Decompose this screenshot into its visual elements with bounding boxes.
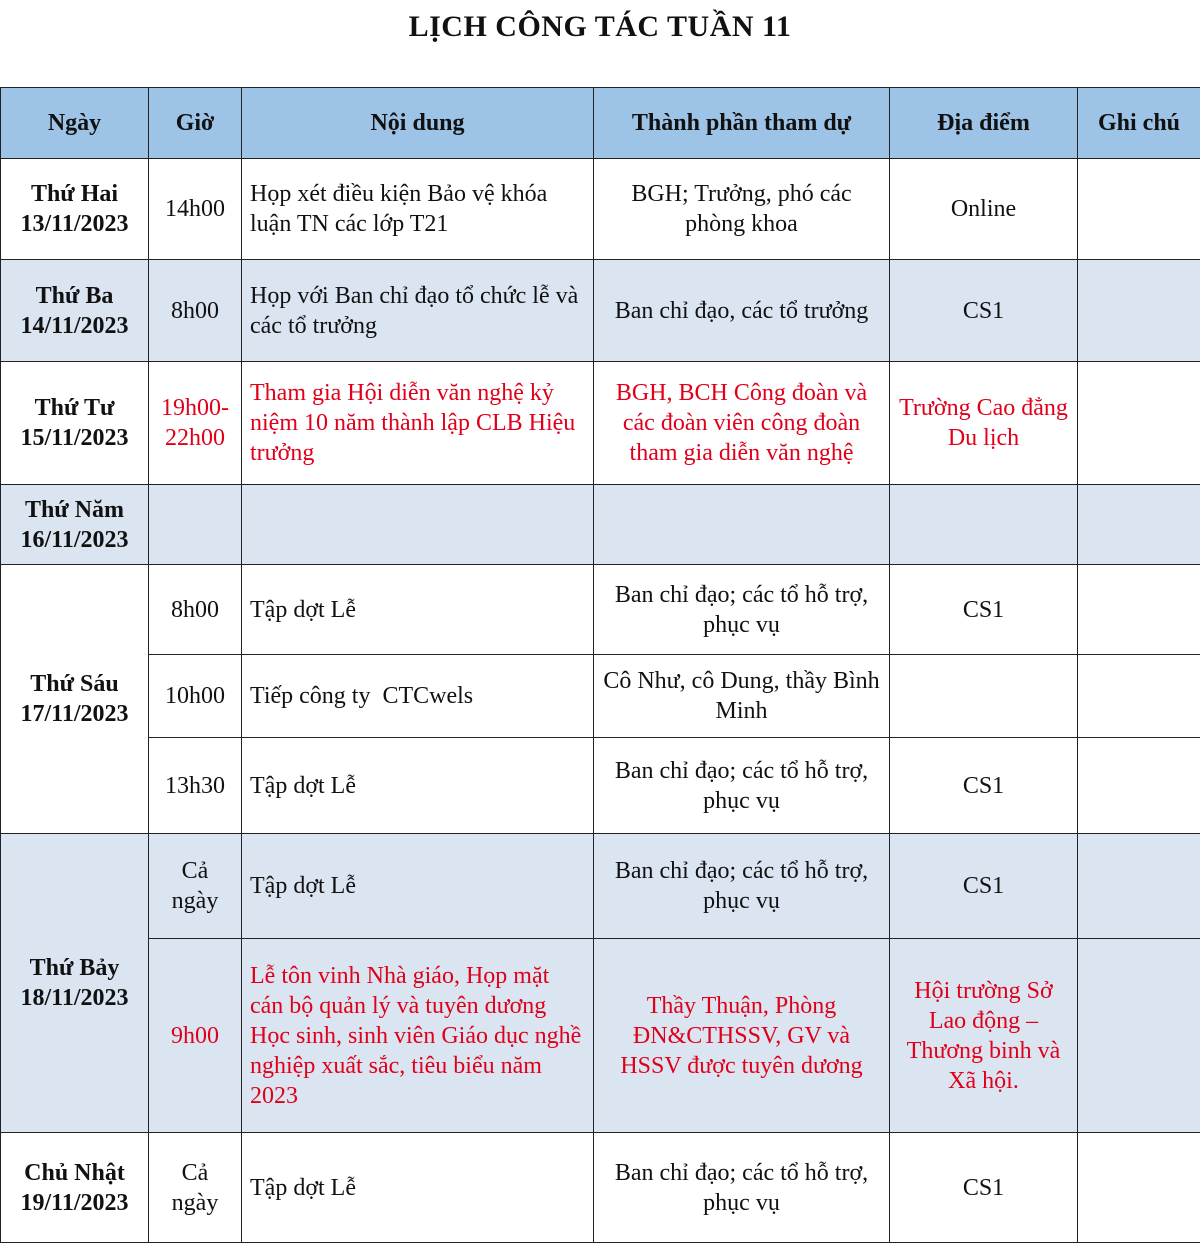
table-row: [1, 565, 1200, 655]
note-cell: [1078, 485, 1200, 565]
weekday: Thứ Bảy: [29, 955, 120, 981]
participants-cell: Ban chỉ đạo, các tổ trưởng: [594, 260, 890, 362]
location-cell: Trường Cao đẳng Du lịch: [890, 362, 1078, 485]
content-cell: Tiếp công ty CTCwels: [242, 655, 594, 738]
weekday: Thứ Hai: [30, 181, 119, 207]
content-cell: Tập dợt Lễ: [242, 1133, 594, 1243]
content-cell: [242, 485, 594, 565]
day-cell: [1, 485, 149, 565]
header-thanh-phan: Thành phần tham dự: [594, 88, 890, 159]
note-cell: [1078, 159, 1200, 260]
day-cell: [1, 362, 149, 485]
weekday: Thứ Năm: [24, 496, 125, 523]
participants-cell: Cô Như, cô Dung, thầy Bình Minh: [594, 655, 890, 738]
header-dia-diem: Địa điểm: [890, 88, 1078, 159]
table-row: [1, 655, 1200, 738]
header-row: [1, 88, 1200, 159]
participants-cell: Ban chỉ đạo; các tổ hỗ trợ, phục vụ: [594, 834, 890, 939]
participants-cell: Thầy Thuận, Phòng ĐN&CTHSSV, GV và HSSV được tuyên dương: [594, 939, 890, 1133]
date: 15/11/2023: [20, 425, 129, 451]
participants-cell: BGH, BCH Công đoàn và các đoàn viên công đoàn tham gia diễn văn nghệ: [594, 362, 890, 485]
note-cell: [1078, 260, 1200, 362]
note-cell: [1078, 565, 1200, 655]
content-cell: Tập dợt Lễ: [242, 738, 594, 834]
time-cell: Cả ngày: [149, 1133, 242, 1243]
time-cell: Cả ngày: [149, 834, 242, 939]
location-cell: CS1: [890, 565, 1078, 655]
table-row: [1, 834, 1200, 939]
time-cell: 19h00-22h00: [149, 362, 242, 485]
header-ngay: Ngày: [1, 88, 149, 159]
content-cell: Họp xét điều kiện Bảo vệ khóa luận TN các lớp T21: [242, 159, 594, 260]
location-cell: Online: [890, 159, 1078, 260]
participants-cell: Ban chỉ đạo; các tổ hỗ trợ, phục vụ: [594, 738, 890, 834]
table-row: [1, 485, 1200, 565]
day-cell: [1, 159, 149, 260]
participants-cell: [594, 485, 890, 565]
content-cell: Lễ tôn vinh Nhà giáo, Họp mặt cán bộ quản lý và tuyên dương Học sinh, sinh viên Giáo dục nghề nghiệp xuất sắc, tiêu biểu năm 2023: [242, 939, 594, 1133]
location-cell: Hội trường Sở Lao động – Thương binh và Xã hội.: [890, 939, 1078, 1133]
time-cell: [149, 485, 242, 565]
table-row: [1, 939, 1200, 1133]
weekday: Thứ Sáu: [30, 671, 119, 697]
page-title: LỊCH CÔNG TÁC TUẦN 11: [408, 10, 792, 43]
table-row: [1, 738, 1200, 834]
location-cell: CS1: [890, 738, 1078, 834]
weekday: Thứ Ba: [35, 282, 114, 309]
location-cell: CS1: [890, 834, 1078, 939]
note-cell: [1078, 1133, 1200, 1243]
header-noi-dung: Nội dung: [242, 88, 594, 159]
location-cell: [890, 655, 1078, 738]
time-cell: 9h00: [149, 939, 242, 1133]
content-cell: Họp với Ban chỉ đạo tổ chức lễ và các tổ trưởng: [242, 260, 594, 362]
note-cell: [1078, 834, 1200, 939]
day-cell: [1, 834, 149, 1133]
content-cell: Tập dợt Lễ: [242, 565, 594, 655]
participants-cell: Ban chỉ đạo; các tổ hỗ trợ, phục vụ: [594, 1133, 890, 1243]
day-cell: [1, 260, 149, 362]
schedule-table: [0, 87, 1200, 1243]
weekday: Chủ Nhật: [24, 1159, 125, 1186]
day-cell: [1, 1133, 149, 1243]
content-cell: Tập dợt Lễ: [242, 834, 594, 939]
table-row: [1, 159, 1200, 260]
day-cell: [1, 565, 149, 834]
header-gio: Giờ: [149, 88, 242, 159]
date: 16/11/2023: [20, 526, 129, 553]
table-row: [1, 260, 1200, 362]
location-cell: CS1: [890, 260, 1078, 362]
content-cell: Tham gia Hội diễn văn nghệ kỷ niệm 10 năm thành lập CLB Hiệu trưởng: [242, 362, 594, 485]
header-ghi-chu: Ghi chú: [1078, 88, 1200, 159]
location-cell: [890, 485, 1078, 565]
note-cell: [1078, 655, 1200, 738]
location-cell: CS1: [890, 1133, 1078, 1243]
date: 13/11/2023: [20, 211, 129, 237]
date: 14/11/2023: [20, 312, 129, 339]
table-row: [1, 1133, 1200, 1243]
table-row: [1, 362, 1200, 485]
date: 18/11/2023: [20, 985, 129, 1011]
time-cell: 13h30: [149, 738, 242, 834]
participants-cell: Ban chỉ đạo; các tổ hỗ trợ, phục vụ: [594, 565, 890, 655]
time-cell: 14h00: [149, 159, 242, 260]
participants-cell: BGH; Trưởng, phó các phòng khoa: [594, 159, 890, 260]
time-cell: 8h00: [149, 260, 242, 362]
date: 19/11/2023: [20, 1189, 129, 1216]
time-cell: 8h00: [149, 565, 242, 655]
note-cell: [1078, 738, 1200, 834]
note-cell: [1078, 939, 1200, 1133]
weekday: Thứ Tư: [34, 395, 115, 421]
note-cell: [1078, 362, 1200, 485]
date: 17/11/2023: [20, 701, 129, 727]
time-cell: 10h00: [149, 655, 242, 738]
